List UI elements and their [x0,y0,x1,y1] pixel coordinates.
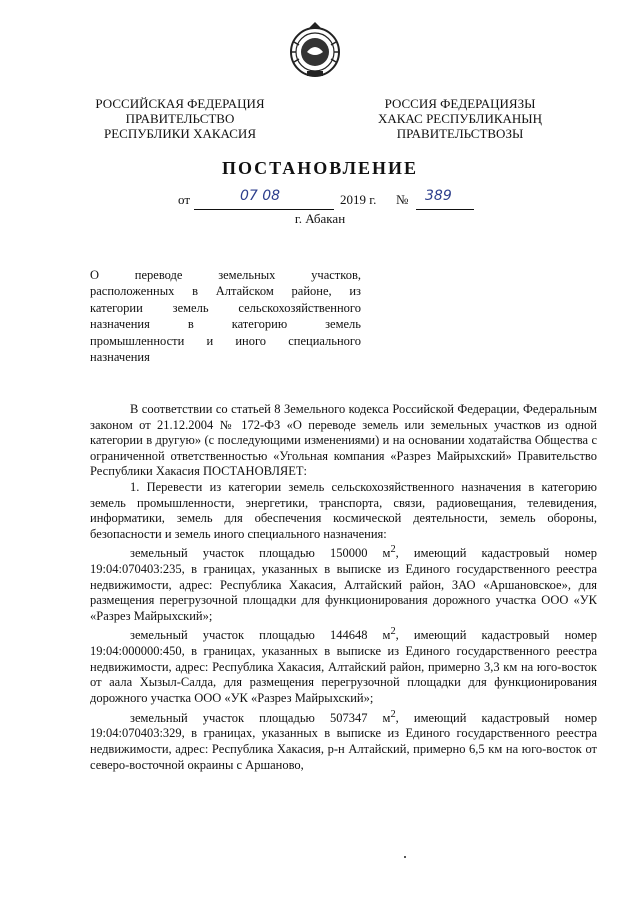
header-left-line: ПРАВИТЕЛЬСТВО [125,111,235,126]
subject-line: расположенных в Алтайском районе, из [90,284,361,299]
subject-line: назначения [90,350,150,365]
year-text: 2019 г. [340,192,377,207]
number-sign: № [396,192,409,207]
header-right-line: ПРАВИТЕЛЬСТВОЗЫ [396,126,524,141]
subject-line: промышленности и иного специального [90,333,361,348]
header-right-line: РОССИЯ ФЕДЕРАЦИЯЗЫ [384,96,536,111]
page-dot-mark [404,856,406,858]
document-body [90,402,597,773]
land-plot-text: земельный участок площадью 507347 м [130,710,391,725]
clause-1-paragraph: 1. Перевести из категории земель сельскохозяйственного назначения в категорию земель промышленности, энергетики, транспорта, связи, радиовещания, телевидения, информатики, земель для обеспечения космической деятельности, земель обороны, безопасности и земель иного специального назначения: [90,479,597,541]
subject-block [90,267,361,365]
subject-line: О переводе земельных участков, [90,268,361,282]
land-plot-text: , имеющий кадастровый номер 19:04:070403:329, в границах, указанных в выписке из Единого государственного реестра недвижимости, адрес: Республика Хакасия, р-н Алтайский, примерно 6,5 км на юго-восток от северо-восточной окраины с Аршаново, [90,710,597,772]
land-plot-text: , имеющий кадастровый номер 19:04:070403:235, в границах, указанных в выписке из Единого государственного реестра недвижимости, адрес: Республика Хакасия, Алтайский район, ЗАО «Аршановское», для размещения перегрузочной площадки для функционирования дорожного участка ООО «УК «Разрез Майрыхский»; [90,546,597,623]
subject-line: назначения в категорию земель [90,317,361,332]
preamble-paragraph: В соответствии со статьей 8 Земельного кодекса Российской Федерации, Федеральным законом от 21.12.2004 № 172-ФЗ «О переводе земель или земельных участков из одной категории в другую» (с последующими изменениями) и на основании ходатайства Общества с ограниченной ответственностью «Угольная компания «Разрез Майрыхский» Правительство Республики Хакасия ПОСТАНОВЛЯЕТ: [90,402,597,479]
land-plot-paragraph [90,624,597,706]
land-plot-paragraph [90,542,597,624]
superscript: 2 [390,626,396,638]
land-plot-paragraph [90,707,597,774]
header-left-block [80,96,280,141]
header-left-line: РЕСПУБЛИКИ ХАКАСИЯ [103,126,256,141]
republic-coat-of-arms-emblem [285,20,345,80]
land-plot-text: земельный участок площадью 150000 м [130,546,391,561]
superscript: 2 [390,708,396,720]
handwritten-number: 389 [425,188,452,204]
date-prefix: от [178,192,191,207]
superscript: 2 [390,544,396,556]
land-plot-text: , имеющий кадастровый номер 19:04:000000:450, в границах, указанных в выписке из Единого государственного реестра недвижимости, адрес: Республика Хакасия, Алтайский район, примерно 3,3 км на юго-восток от аала Хызыл-Салда, для размещения перегрузочной площадки для функционирования дорожного участка ООО «УК «Разрез Майрыхский»; [90,628,597,705]
header-left-line: РОССИЙСКАЯ ФЕДЕРАЦИЯ [95,96,265,111]
handwritten-date: 07 08 [240,188,281,204]
land-plot-text: земельный участок площадью 144648 м [130,628,391,643]
header-right-line: ХАКАС РЕСПУБЛИКАНЫҢ [377,111,543,126]
header-right-block [350,96,570,141]
subject-line: категории земель сельскохозяйственного [90,300,361,315]
city-name: г. Абакан [294,211,346,226]
document-title: ПОСТАНОВЛЕНИЕ [221,158,419,178]
